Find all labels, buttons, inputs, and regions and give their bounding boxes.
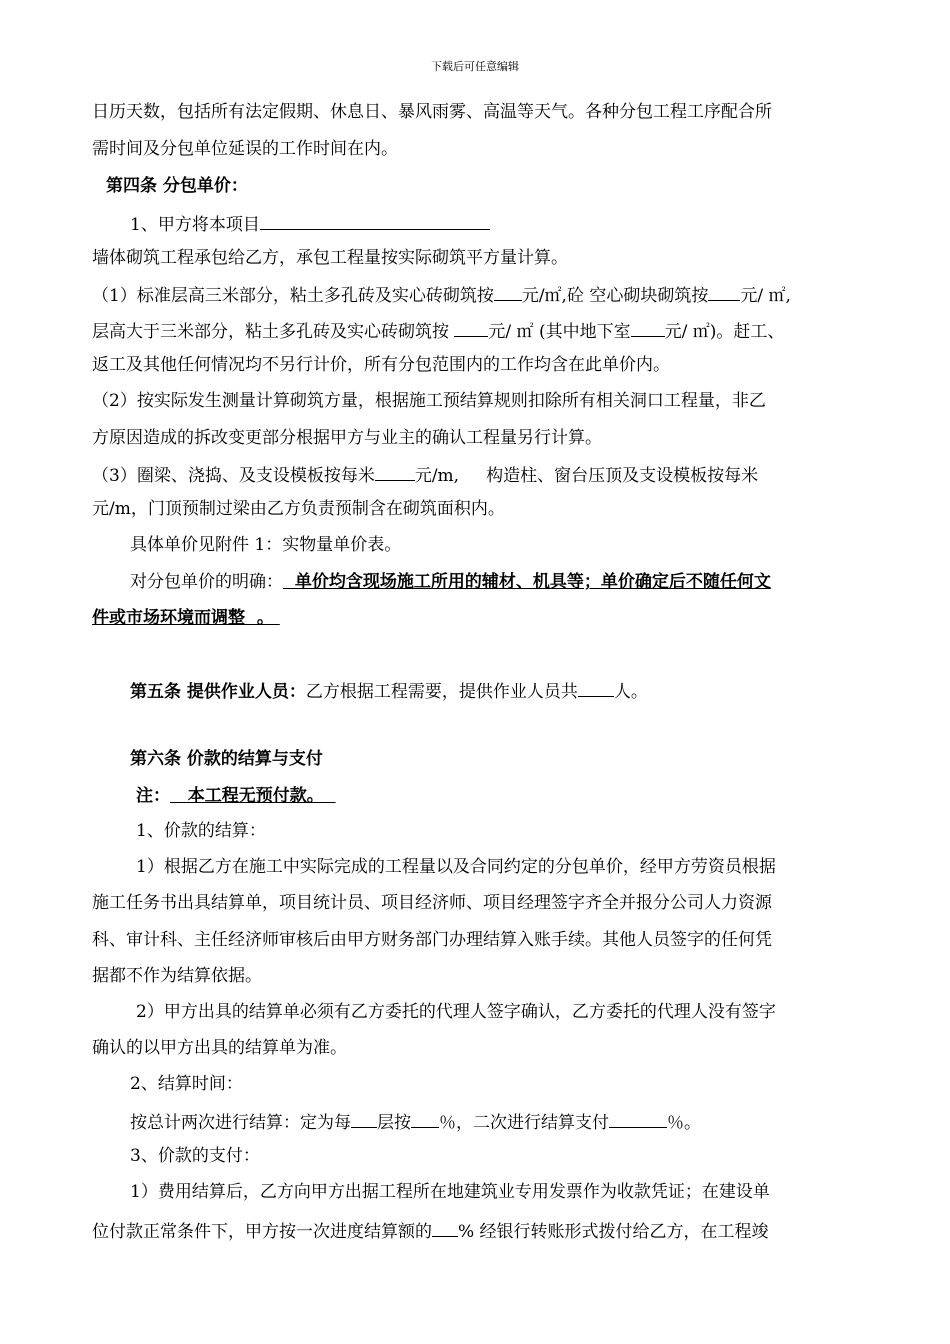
fill-blank xyxy=(375,462,415,481)
paragraph-line: 件或市场环境而调整 。 xyxy=(92,608,280,628)
paragraph-line: （1）标准层高三米部分，粘土多孔砖及实心砖砌筑按 元/㎡,砼 空心砌块砌筑按 元/ ㎡, xyxy=(92,282,872,307)
section-heading-4: 第四条 分包单价： xyxy=(106,176,248,196)
paragraph-line: 1）根据乙方在施工中实际完成的工程量以及合同约定的分包单价，经甲方劳资员根据 xyxy=(136,857,776,877)
fill-blank xyxy=(411,1109,439,1128)
fill-blank xyxy=(494,282,522,301)
paragraph-line: 注： 本工程无预付款。 xyxy=(136,786,336,806)
paragraph-line: 墙体砌筑工程承包给乙方，承包工程量按实际砌筑平方量计算。 xyxy=(92,248,568,268)
fill-blank xyxy=(454,318,488,337)
paragraph-line: 元/m，门顶预制过梁由乙方负责预制含在砌筑面积内。 xyxy=(92,499,505,519)
section-heading-5: 第五条 提供作业人员：乙方根据工程需要，提供作业人员共 人。 xyxy=(130,678,910,703)
paragraph-line: 施工任务书出具结算单，项目统计员、项目经济师、项目经理签字齐全并报分公司人力资源 xyxy=(92,893,772,913)
paragraph-line: 需时间及分包单位延误的工作时间在内。 xyxy=(92,139,398,159)
paragraph-line: 3、价款的支付： xyxy=(130,1146,260,1166)
paragraph-line: 具体单价见附件 1：实物量单价表。 xyxy=(130,535,402,555)
paragraph-line: 1、价款的结算： xyxy=(136,821,266,841)
paragraph-line: 返工及其他任何情况均不另行计价，所有分包范围内的工作均含在此单价内。 xyxy=(92,355,670,375)
paragraph-line: 位付款正常条件下，甲方按一次进度结算额的 % 经银行转账形式拨付给乙方，在工程竣 xyxy=(92,1218,872,1243)
fill-blank xyxy=(432,1218,458,1237)
paragraph-line: 对分包单价的明确： 单价均含现场施工所用的辅材、机具等；单价确定后不随任何文 xyxy=(130,572,771,592)
fill-blank xyxy=(708,282,740,301)
fill-blank xyxy=(578,678,614,697)
fill-blank xyxy=(631,318,665,337)
fill-blank xyxy=(260,211,490,230)
fill-blank xyxy=(351,1109,377,1128)
fill-blank xyxy=(609,1109,667,1128)
paragraph-line: （3）圈梁、浇捣、及支设模板按每米 元/m, 构造柱、窗台压顶及支设模板按每米 xyxy=(92,462,872,487)
paragraph-line: 2）甲方出具的结算单必须有乙方委托的代理人签字确认，乙方委托的代理人没有签字 xyxy=(136,1002,776,1022)
paragraph-line: （2）按实际发生测量计算砌筑方量，根据施工预结算规则扣除所有相关洞口工程量，非乙 xyxy=(92,391,766,411)
paragraph-line: 1、甲方将本项目 xyxy=(130,211,910,236)
paragraph-line: 确认的以甲方出具的结算单为准。 xyxy=(92,1038,347,1058)
paragraph-line: 据都不作为结算依据。 xyxy=(92,966,262,986)
paragraph-line: 按总计两次进行结算：定为每 层按 ％，二次进行结算支付 ％。 xyxy=(130,1109,910,1134)
paragraph-line: 科、审计科、主任经济师审核后由甲方财务部门办理结算入账手续。其他人员签字的任何凭 xyxy=(92,930,772,950)
paragraph-line: 日历天数，包括所有法定假期、休息日、暴风雨雾、高温等天气。各种分包工程工序配合所 xyxy=(92,102,772,122)
paragraph-line: 方原因造成的拆改变更部分根据甲方与业主的确认工程量另行计算。 xyxy=(92,428,602,448)
paragraph-line: 2、结算时间： xyxy=(130,1074,243,1094)
page-header: 下载后可任意编辑 xyxy=(431,60,519,73)
paragraph-line: 层高大于三米部分，粘土多孔砖及实心砖砌筑按 元/ ㎡ (其中地下室 元/ ㎡)。赶工、 xyxy=(92,318,872,343)
paragraph-line: 1）费用结算后，乙方向甲方出据工程所在地建筑业专用发票作为收款凭证；在建设单 xyxy=(130,1182,770,1202)
section-heading-6: 第六条 价款的结算与支付 xyxy=(130,749,323,769)
